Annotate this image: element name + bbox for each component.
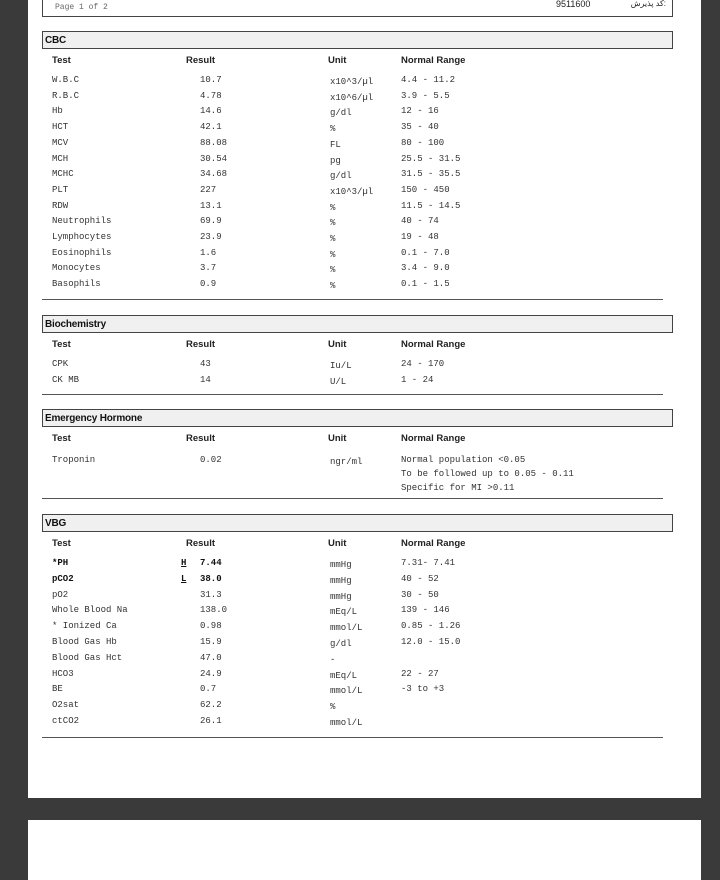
table-row (28, 653, 701, 668)
normal-range: 3.9 - 5.5 (401, 90, 450, 101)
unit-value: % (330, 218, 336, 229)
normal-range: 19 - 48 (401, 232, 439, 242)
result-value: 3.7 (200, 263, 217, 274)
table-row (28, 201, 701, 216)
next-page (28, 820, 701, 880)
unit-value: pg (330, 155, 341, 166)
column-header-test: Test (52, 433, 71, 444)
section-title: VBG (42, 514, 673, 532)
normal-range: 4.4 - 11.2 (401, 75, 456, 85)
normal-range: 12 - 16 (401, 106, 439, 117)
unit-value: % (330, 281, 336, 292)
test-name: Basophils (52, 279, 101, 290)
column-header-result: Result (186, 538, 216, 549)
reception-number: 9511600 (556, 0, 591, 9)
table-row (28, 279, 701, 294)
normal-range: 12.0 - 15.0 (401, 637, 461, 647)
normal-range: 0.1 - 7.0 (401, 247, 450, 258)
unit-value: x10^3/µl (330, 77, 374, 87)
normal-range: 31.5 - 35.5 (401, 169, 461, 180)
table-row (28, 263, 701, 278)
unit-value: mEq/L (330, 607, 358, 618)
unit-value: % (330, 124, 336, 135)
result-value: 138.0 (200, 605, 228, 616)
unit-value: FL (330, 139, 341, 150)
table-row (28, 574, 701, 589)
result-value: 31.3 (200, 589, 222, 600)
unit-value: Iu/L (330, 361, 352, 371)
column-header-unit: Unit (328, 55, 347, 66)
result-value: 7.44 (200, 558, 222, 568)
test-name: Lymphocytes (52, 232, 112, 242)
normal-range: 40 - 74 (401, 216, 439, 227)
normal-range: Specific for MI >0.11 (401, 483, 515, 493)
normal-range: Normal population <0.05 (401, 455, 526, 465)
normal-range: -3 to +3 (401, 684, 445, 695)
test-name: Eosinophils (52, 247, 112, 258)
normal-range: 35 - 40 (401, 122, 439, 133)
result-value: 15.9 (200, 637, 222, 647)
unit-value: % (330, 249, 336, 260)
column-header-test: Test (52, 538, 71, 549)
column-header-range: Normal Range (401, 339, 466, 350)
unit-value: % (330, 265, 336, 276)
normal-range: 3.4 - 9.0 (401, 263, 450, 274)
column-header-unit: Unit (328, 433, 347, 444)
unit-value: - (330, 654, 336, 665)
test-name: BE (52, 684, 63, 695)
test-name: MCHC (52, 169, 74, 180)
reception-label: كد پذيرش: (630, 0, 666, 8)
result-value: 0.9 (200, 279, 217, 290)
result-flag: H (181, 558, 187, 568)
normal-range: 150 - 450 (401, 184, 450, 195)
column-header-range: Normal Range (401, 55, 466, 66)
section-title: Emergency Hormone (42, 409, 673, 427)
page-number: Page 1 of 2 (55, 3, 108, 12)
test-name: ctCO2 (52, 716, 80, 726)
section-divider (42, 299, 663, 300)
result-flag: L (181, 573, 187, 584)
normal-range: 7.31- 7.41 (401, 558, 456, 568)
unit-value: mmol/L (330, 623, 363, 634)
unit-value: g/dl (330, 171, 352, 182)
result-value: 47.0 (200, 652, 222, 663)
normal-range: 1 - 24 (401, 374, 434, 385)
normal-range: 0.1 - 1.5 (401, 279, 450, 290)
test-name: pO2 (52, 589, 69, 600)
test-name: Blood Gas Hb (52, 637, 117, 647)
table-row (28, 75, 701, 90)
normal-range: 24 - 170 (401, 359, 445, 369)
table-row (28, 122, 701, 137)
test-name: *PH (52, 558, 69, 568)
column-header-range: Normal Range (401, 433, 466, 444)
column-header-test: Test (52, 339, 71, 350)
test-name: Whole Blood Na (52, 605, 128, 616)
result-value: 88.08 (200, 137, 228, 148)
test-name: MCV (52, 137, 69, 148)
unit-value: mEq/L (330, 670, 358, 681)
test-name: Monocytes (52, 263, 101, 274)
result-value: 1.6 (200, 247, 217, 258)
unit-value: mmHg (330, 591, 352, 602)
page-header (42, 0, 673, 17)
test-name: pCO2 (52, 573, 74, 584)
table-row (28, 91, 701, 106)
section-divider (42, 498, 663, 499)
test-name: HCT (52, 122, 69, 133)
column-header-range: Normal Range (401, 538, 466, 549)
table-row (28, 185, 701, 200)
normal-range: 22 - 27 (401, 668, 439, 679)
result-value: 42.1 (200, 122, 222, 133)
table-row (28, 375, 701, 390)
test-name: HCO3 (52, 668, 74, 679)
result-value: 26.1 (200, 716, 222, 726)
test-name: W.B.C (52, 75, 80, 85)
unit-value: U/L (330, 376, 347, 387)
unit-value: % (330, 702, 336, 713)
test-name: Blood Gas Hct (52, 652, 123, 663)
unit-value: mmHg (330, 560, 352, 570)
result-value: 0.7 (200, 684, 217, 695)
unit-value: % (330, 234, 336, 244)
table-row (28, 169, 701, 184)
test-name: R.B.C (52, 90, 80, 101)
normal-range: 139 - 146 (401, 605, 450, 616)
result-value: 38.0 (200, 573, 222, 584)
section-title: CBC (42, 31, 673, 49)
unit-value: g/dl (330, 639, 352, 649)
result-value: 30.54 (200, 153, 228, 164)
test-name: PLT (52, 184, 69, 195)
table-row (28, 154, 701, 169)
result-value: 69.9 (200, 216, 222, 227)
table-row (28, 700, 701, 715)
result-value: 0.02 (200, 455, 222, 465)
table-row (28, 558, 701, 573)
table-row (28, 637, 701, 652)
test-name: Hb (52, 106, 63, 117)
table-row (28, 605, 701, 620)
column-header-result: Result (186, 55, 216, 66)
result-value: 14 (200, 374, 211, 385)
unit-value: mmHg (330, 575, 352, 586)
table-row (28, 359, 701, 374)
column-header-result: Result (186, 339, 216, 350)
column-header-unit: Unit (328, 339, 347, 350)
table-row (28, 621, 701, 636)
table-row (28, 232, 701, 247)
table-row (28, 455, 701, 493)
table-row (28, 248, 701, 263)
test-name: CK MB (52, 374, 80, 385)
test-name: MCH (52, 153, 69, 164)
unit-value: ngr/ml (330, 457, 363, 467)
table-row (28, 216, 701, 231)
result-value: 14.6 (200, 106, 222, 117)
result-value: 10.7 (200, 75, 222, 85)
table-row (28, 106, 701, 121)
table-row (28, 716, 701, 731)
test-name: Troponin (52, 455, 96, 465)
normal-range: 11.5 - 14.5 (401, 200, 461, 211)
unit-value: g/dl (330, 108, 352, 119)
normal-range: 0.85 - 1.26 (401, 621, 461, 632)
result-value: 43 (200, 359, 211, 369)
normal-range: 30 - 50 (401, 589, 439, 600)
column-header-unit: Unit (328, 538, 347, 549)
section-divider (42, 394, 663, 395)
result-value: 62.2 (200, 700, 222, 711)
unit-value: % (330, 202, 336, 213)
unit-value: mmol/L (330, 718, 363, 728)
result-value: 13.1 (200, 200, 222, 211)
table-row (28, 590, 701, 605)
test-name: * Ionized Ca (52, 621, 117, 632)
unit-value: x10^3/µl (330, 186, 374, 197)
result-value: 4.78 (200, 90, 222, 101)
normal-range: 80 - 100 (401, 137, 445, 148)
result-value: 34.68 (200, 169, 228, 180)
unit-value: x10^6/µl (330, 92, 374, 103)
normal-range: 40 - 52 (401, 573, 439, 584)
column-header-result: Result (186, 433, 216, 444)
section-divider (42, 737, 663, 738)
report-page (28, 0, 701, 798)
table-row (28, 684, 701, 699)
section-title: Biochemistry (42, 315, 673, 333)
table-row (28, 138, 701, 153)
result-value: 0.98 (200, 621, 222, 632)
test-name: Neutrophils (52, 216, 112, 227)
result-value: 227 (200, 184, 217, 195)
normal-range: To be followed up to 0.05 - 0.11 (401, 469, 574, 479)
result-value: 23.9 (200, 232, 222, 242)
unit-value: mmol/L (330, 686, 363, 697)
test-name: RDW (52, 200, 69, 211)
test-name: O2sat (52, 700, 80, 711)
normal-range: 25.5 - 31.5 (401, 153, 461, 164)
table-row (28, 669, 701, 684)
result-value: 24.9 (200, 668, 222, 679)
test-name: CPK (52, 359, 69, 369)
column-header-test: Test (52, 55, 71, 66)
